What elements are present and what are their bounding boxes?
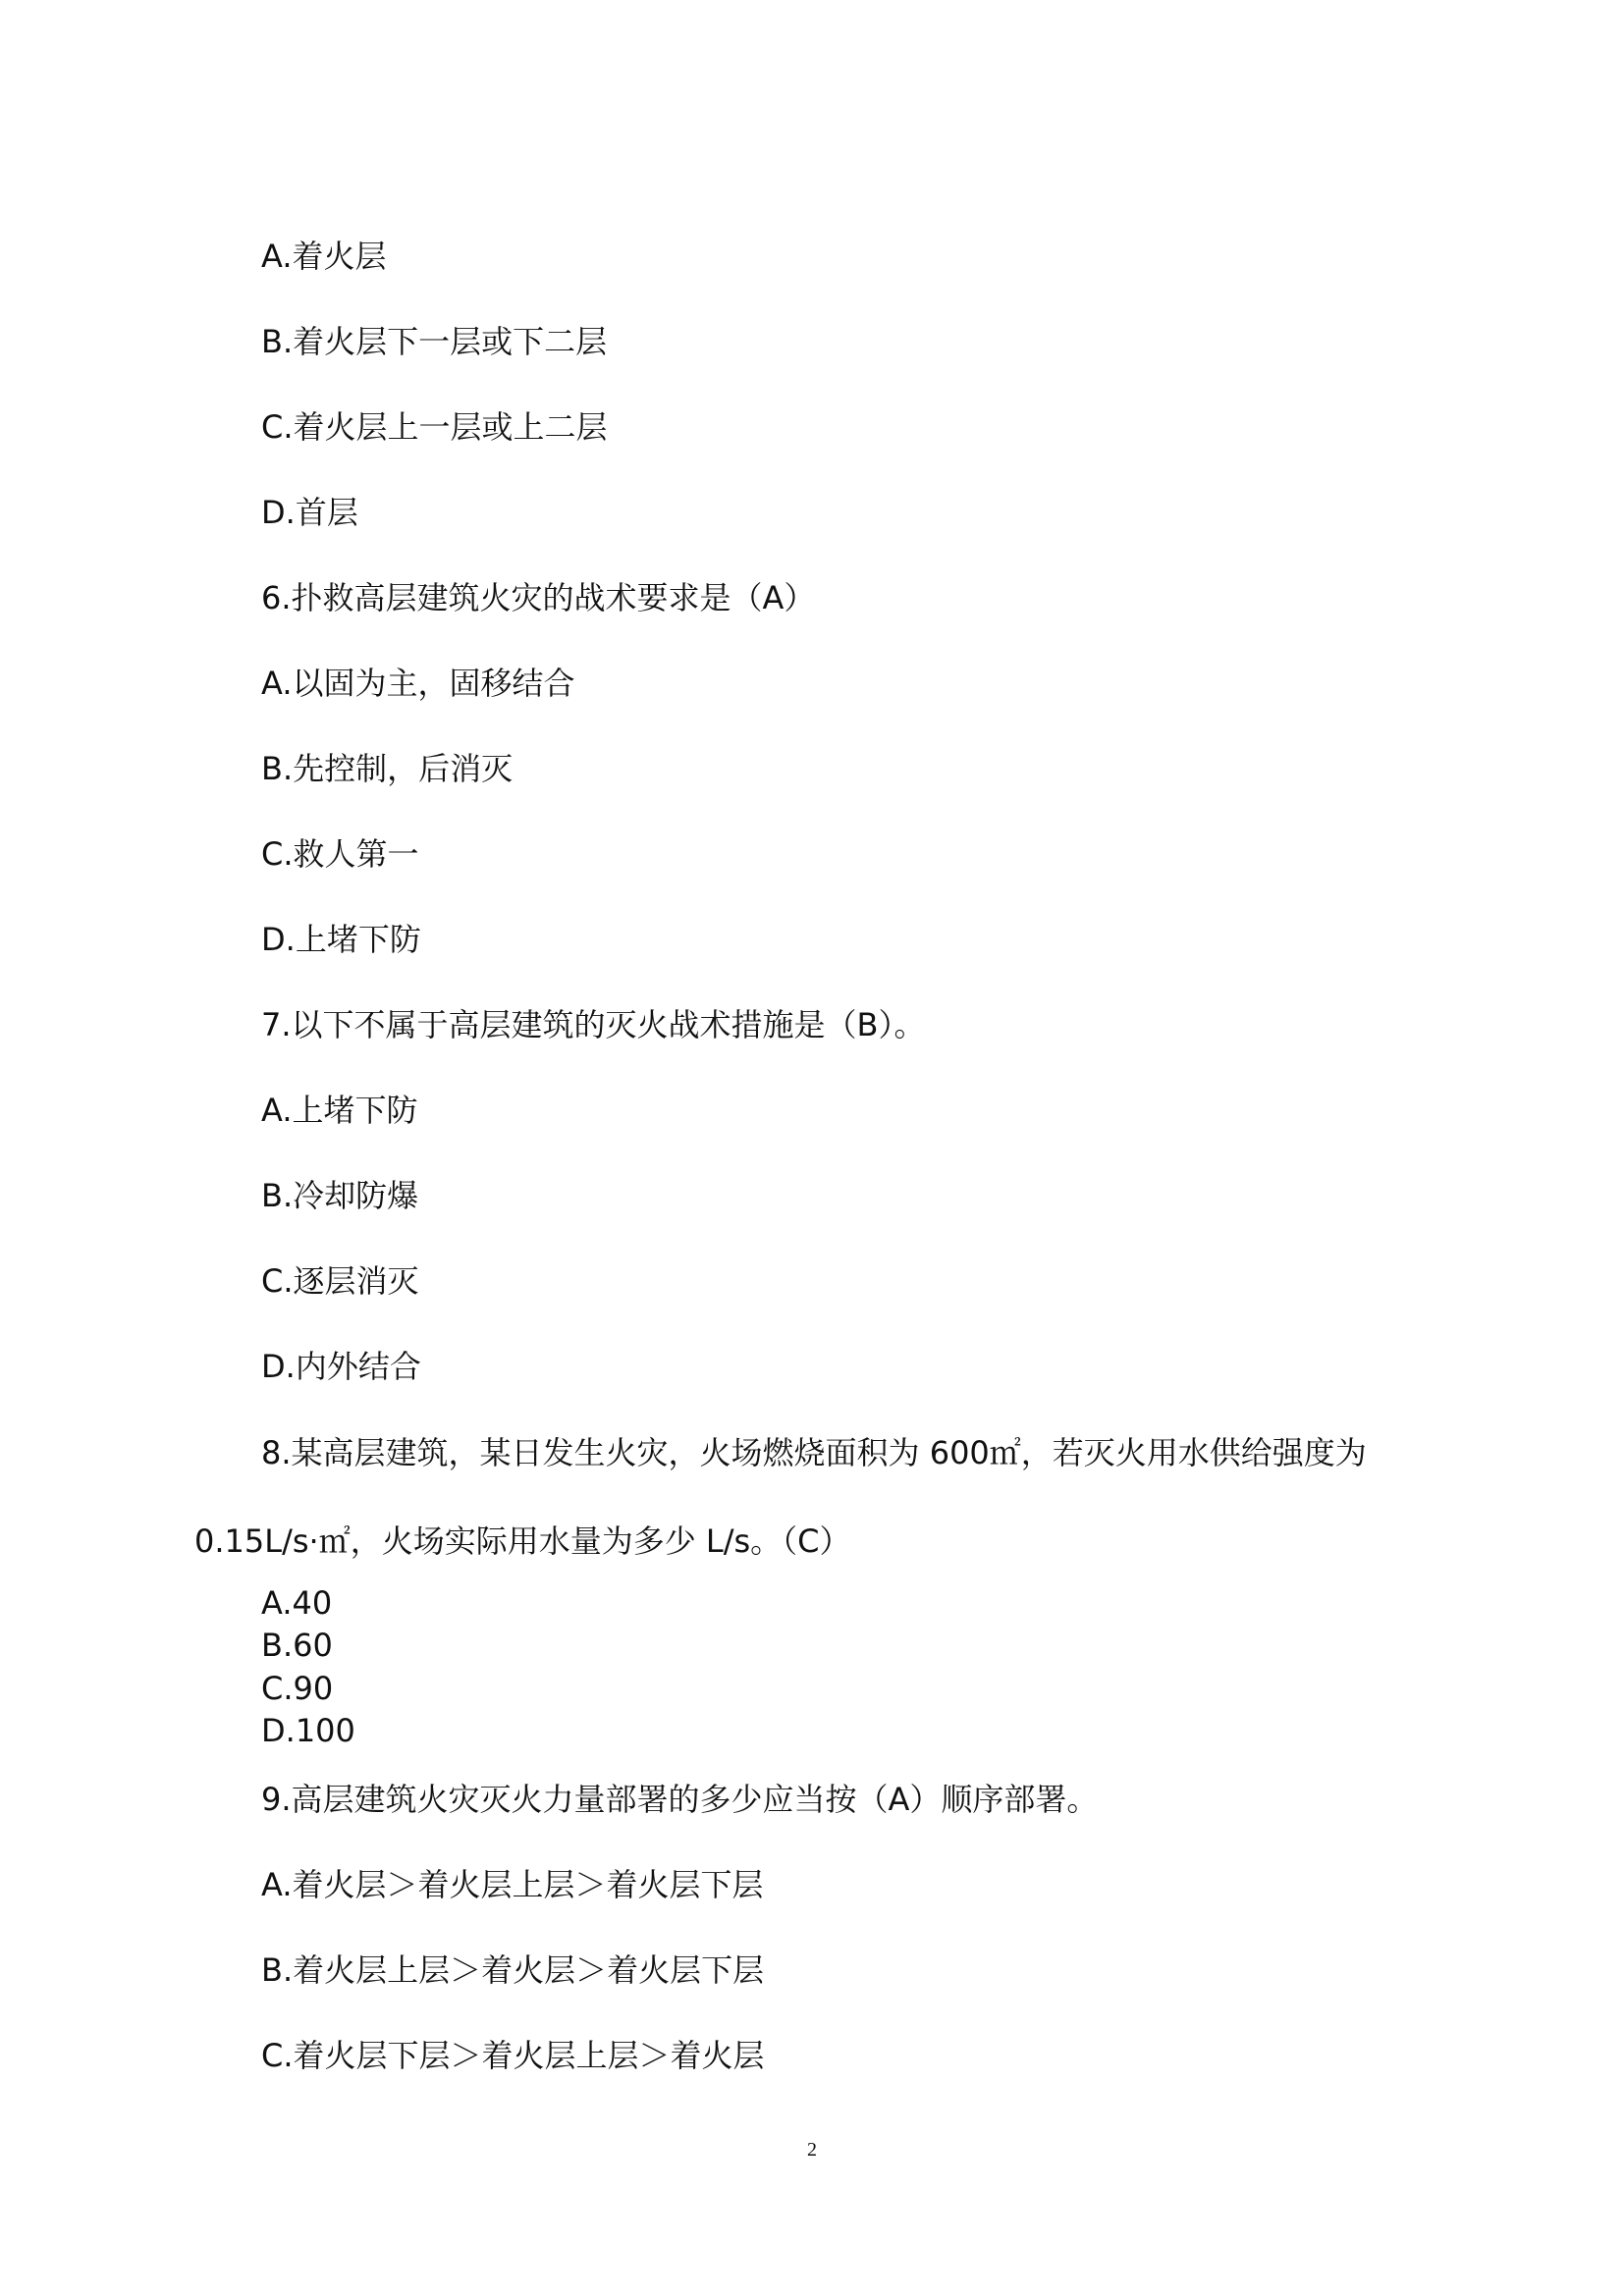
q5-option-c: C.着火层上一层或上二层	[261, 408, 608, 446]
q7-option-d: D.内外结合	[261, 1348, 421, 1385]
q6-option-c: C.救人第一	[261, 835, 419, 873]
question-8: 8.某高层建筑，某日发生火灾，火场燃烧面积为 600㎡，若灭火用水供给强度为	[261, 1434, 1367, 1471]
q9-option-a: A.着火层＞着火层上层＞着火层下层	[261, 1866, 764, 1903]
q7-option-a: A.上堵下防	[261, 1092, 418, 1129]
q8-option-b: B.60	[261, 1627, 333, 1664]
q8-option-c: C.90	[261, 1670, 334, 1707]
q5-option-d: D.首层	[261, 494, 358, 531]
page-number: 2	[807, 2139, 817, 2161]
q5-option-b: B.着火层下一层或下二层	[261, 323, 608, 360]
q6-option-b: B.先控制，后消灭	[261, 750, 514, 787]
q8-option-a: A.40	[261, 1584, 333, 1622]
question-9: 9.高层建筑火灾灭火力量部署的多少应当按（A）顺序部署。	[261, 1781, 1099, 1818]
q8-option-d: D.100	[261, 1712, 355, 1749]
q7-option-b: B.冷却防爆	[261, 1177, 419, 1214]
q6-option-a: A.以固为主，固移结合	[261, 665, 575, 702]
question-8-continued: 0.15L/s·㎡，火场实际用水量为多少 L/s。（C）	[194, 1522, 851, 1560]
q6-option-d: D.上堵下防	[261, 921, 421, 958]
q5-option-a: A.着火层	[261, 238, 387, 275]
q9-option-c: C.着火层下层＞着火层上层＞着火层	[261, 2037, 765, 2074]
q9-option-b: B.着火层上层＞着火层＞着火层下层	[261, 1951, 765, 1989]
q7-option-c: C.逐层消灭	[261, 1262, 419, 1300]
question-6: 6.扑救高层建筑火灾的战术要求是（A）	[261, 579, 816, 616]
question-7: 7.以下不属于高层建筑的灭火战术措施是（B）。	[261, 1006, 926, 1043]
